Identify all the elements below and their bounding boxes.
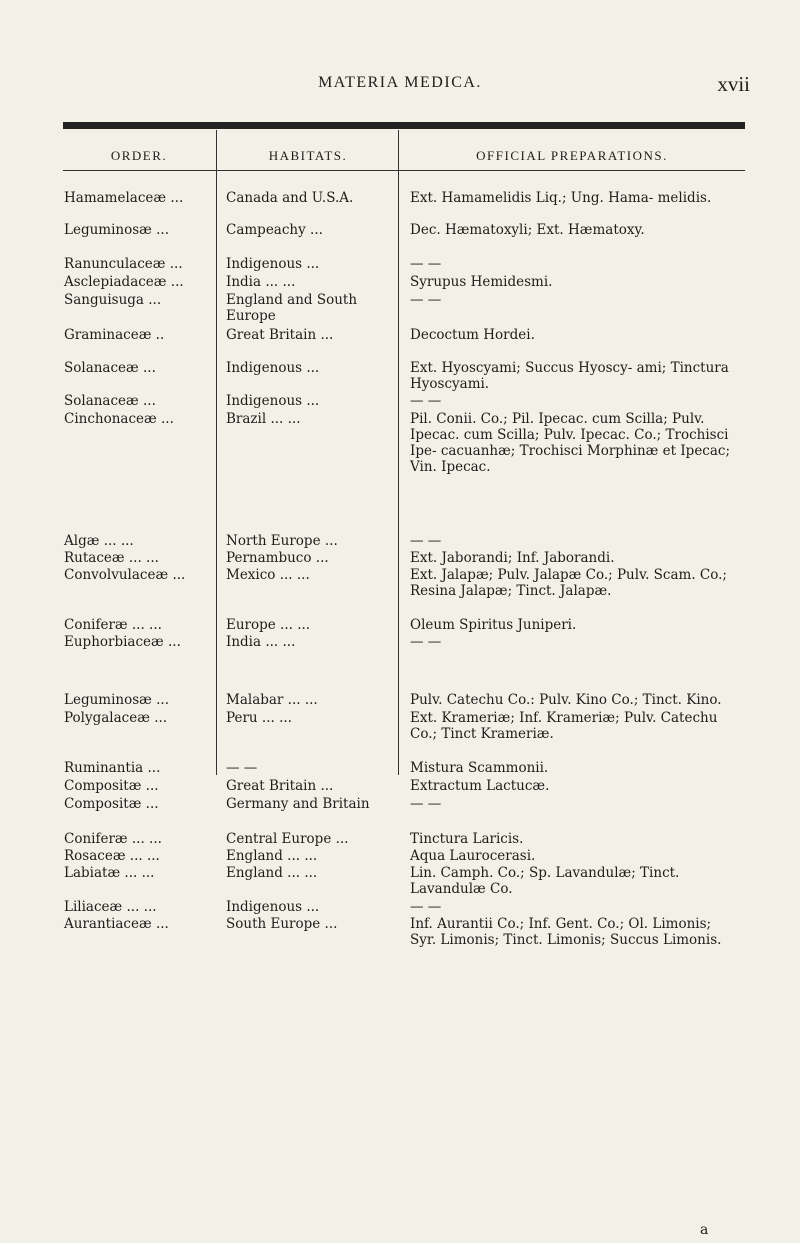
row-16-habitat: — — <box>226 760 258 776</box>
column-header-preparations: OFFICIAL PREPARATIONS. <box>476 148 668 163</box>
row-0-habitat: Canada and U.S.A. <box>226 190 354 206</box>
row-6-order: Solanaceæ ... <box>64 360 156 376</box>
row-23-order: Aurantiaceæ ... <box>64 916 169 932</box>
row-3-habitat: India ... ... <box>226 274 296 290</box>
row-3-preparation: Syrupus Hemidesmi. <box>410 274 553 290</box>
row-19-preparation: Tinctura Laricis. <box>410 831 524 847</box>
row-21-order: Labiatæ ... ... <box>64 865 155 881</box>
row-13-preparation: — — <box>410 634 442 650</box>
row-4-preparation: — — <box>410 292 442 308</box>
row-1-habitat: Campeachy ... <box>226 222 323 238</box>
row-22-preparation: — — <box>410 899 442 915</box>
row-7-order: Solanaceæ ... <box>64 393 156 409</box>
top-rule <box>63 122 745 129</box>
row-16-order: Ruminantia ... <box>64 760 161 776</box>
row-20-habitat: England ... ... <box>226 848 318 864</box>
row-1-preparation: Dec. Hæmatoxyli; Ext. Hæmatoxy. <box>410 222 645 238</box>
row-20-preparation: Aqua Laurocerasi. <box>410 848 536 864</box>
row-9-order: Algæ ... ... <box>64 533 134 549</box>
row-12-preparation: Oleum Spiritus Juniperi. <box>410 617 577 633</box>
row-19-order: Coniferæ ... ... <box>64 831 162 847</box>
row-15-preparation: Ext. Krameriæ; Inf. Krameriæ; Pulv. Catechu Co.; Tinct Krameriæ. <box>410 710 718 742</box>
row-15-order: Polygalaceæ ... <box>64 710 168 726</box>
row-11-preparation: Ext. Jalapæ; Pulv. Jalapæ Co.; Pulv. Scam. Co.; Resina Jalapæ; Tinct. Jalapæ. <box>410 567 727 599</box>
row-10-habitat: Pernambuco ... <box>226 550 329 566</box>
row-23-habitat: South Europe ... <box>226 916 338 932</box>
page-number: xvii <box>717 72 750 96</box>
row-9-habitat: North Europe ... <box>226 533 338 549</box>
row-2-habitat: Indigenous ... <box>226 256 320 272</box>
column-divider-1 <box>216 130 217 775</box>
row-18-habitat: Germany and Britain <box>226 796 370 812</box>
row-14-habitat: Malabar ... ... <box>226 692 318 708</box>
row-22-order: Liliaceæ ... ... <box>64 899 157 915</box>
running-header <box>0 74 800 100</box>
row-0-order: Hamamelaceæ ... <box>64 190 184 206</box>
row-7-preparation: — — <box>410 393 442 409</box>
row-18-order: Compositæ ... <box>64 796 159 812</box>
row-4-order: Sanguisuga ... <box>64 292 162 308</box>
column-divider-2 <box>398 130 399 775</box>
column-header-order: ORDER. <box>110 148 168 163</box>
signature-mark: a <box>700 1222 709 1238</box>
row-10-preparation: Ext. Jaborandi; Inf. Jaborandi. <box>410 550 615 566</box>
row-8-preparation: Pil. Conii. Co.; Pil. Ipecac. cum Scilla; Pulv. Ipecac. cum Scilla; Pulv. Ipecac. Co.; Trochisci Ipe- cacuanhæ; Trochisci Morphinæ et Ipecac; Vin. Ipecac. <box>410 411 731 475</box>
row-5-order: Graminaceæ .. <box>64 327 165 343</box>
row-13-order: Euphorbiaceæ ... <box>64 634 181 650</box>
row-21-preparation: Lin. Camph. Co.; Sp. Lavandulæ; Tinct. Lavandulæ Co. <box>410 865 680 897</box>
row-2-order: Ranunculaceæ ... <box>64 256 183 272</box>
row-13-habitat: India ... ... <box>226 634 296 650</box>
row-11-habitat: Mexico ... ... <box>226 567 310 583</box>
row-12-order: Coniferæ ... ... <box>64 617 162 633</box>
row-8-habitat: Brazil ... ... <box>226 411 301 427</box>
row-11-order: Convolvulaceæ ... <box>64 567 186 583</box>
row-5-preparation: Decoctum Hordei. <box>410 327 535 343</box>
row-9-preparation: — — <box>410 533 442 549</box>
page-title: MATERIA MEDICA. <box>318 74 482 91</box>
row-8-order: Cinchonaceæ ... <box>64 411 174 427</box>
row-16-preparation: Mistura Scammonii. <box>410 760 549 776</box>
row-14-order: Leguminosæ ... <box>64 692 170 708</box>
row-5-habitat: Great Britain ... <box>226 327 334 343</box>
row-19-habitat: Central Europe ... <box>226 831 349 847</box>
column-header-habitats: HABITATS. <box>268 148 348 163</box>
row-10-order: Rutaceæ ... ... <box>64 550 159 566</box>
row-20-order: Rosaceæ ... ... <box>64 848 160 864</box>
row-15-habitat: Peru ... ... <box>226 710 292 726</box>
row-3-order: Asclepiadaceæ ... <box>64 274 184 290</box>
row-1-order: Leguminosæ ... <box>64 222 170 238</box>
header-rule <box>63 170 745 171</box>
row-23-preparation: Inf. Aurantii Co.; Inf. Gent. Co.; Ol. Limonis; Syr. Limonis; Tinct. Limonis; Succus Limonis. <box>410 916 722 948</box>
row-6-preparation: Ext. Hyoscyami; Succus Hyoscy- ami; Tinctura Hyoscyami. <box>410 360 729 392</box>
row-22-habitat: Indigenous ... <box>226 899 320 915</box>
row-14-preparation: Pulv. Catechu Co.: Pulv. Kino Co.; Tinct. Kino. <box>410 692 722 708</box>
row-2-preparation: — — <box>410 256 442 272</box>
row-21-habitat: England ... ... <box>226 865 318 881</box>
row-12-habitat: Europe ... ... <box>226 617 311 633</box>
row-18-preparation: — — <box>410 796 442 812</box>
row-6-habitat: Indigenous ... <box>226 360 320 376</box>
row-17-order: Compositæ ... <box>64 778 159 794</box>
row-0-preparation: Ext. Hamamelidis Liq.; Ung. Hama- melidis. <box>410 190 712 206</box>
row-7-habitat: Indigenous ... <box>226 393 320 409</box>
row-17-habitat: Great Britain ... <box>226 778 334 794</box>
row-4-habitat: England and South Europe <box>226 292 358 324</box>
row-17-preparation: Extractum Lactucæ. <box>410 778 550 794</box>
